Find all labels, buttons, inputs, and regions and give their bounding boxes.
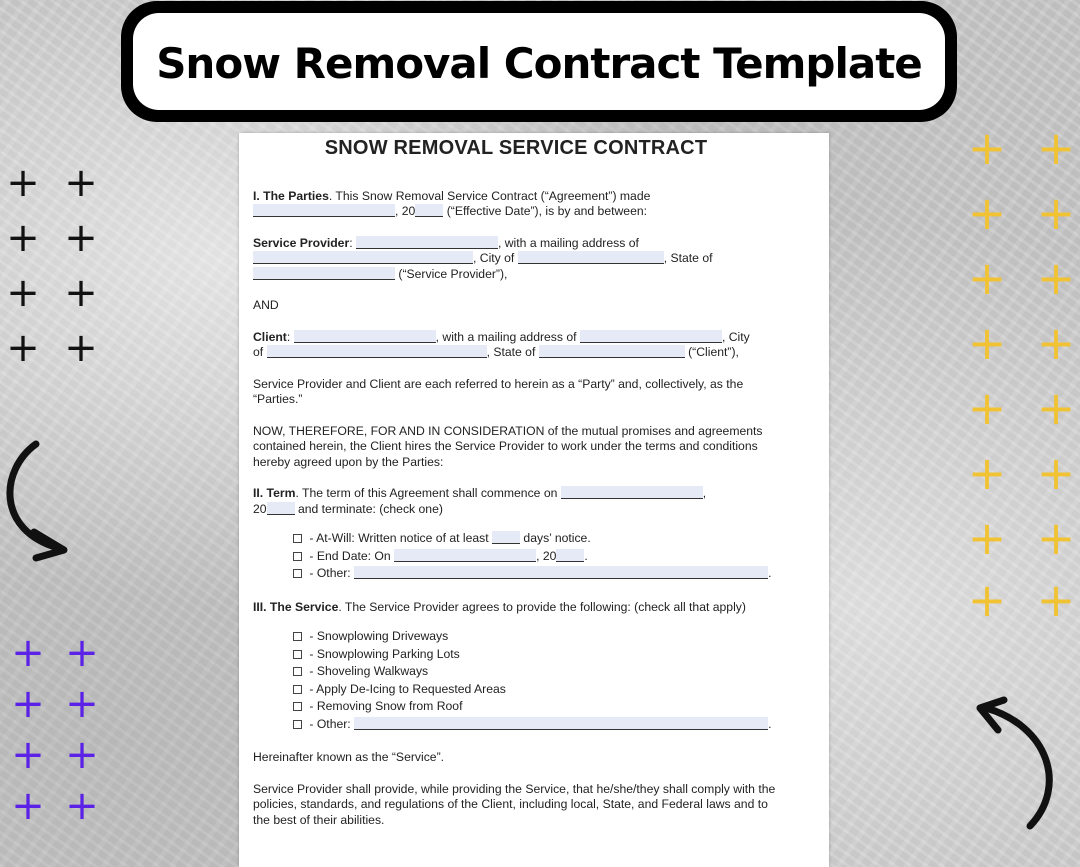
parties-heading: I. The Parties bbox=[253, 188, 329, 203]
client-text: : bbox=[286, 329, 291, 344]
hereinafter-text: Hereinafter known as the “Service”. bbox=[253, 750, 445, 764]
plus-icon: + bbox=[65, 783, 99, 829]
end-year-field[interactable] bbox=[556, 549, 584, 562]
plus-icon: + bbox=[1036, 381, 1076, 435]
term-text: 20 bbox=[253, 501, 267, 516]
contract-document bbox=[239, 133, 829, 867]
service-checkbox[interactable] bbox=[293, 650, 302, 659]
option-label: , 20 bbox=[536, 548, 557, 563]
list-item bbox=[293, 531, 779, 549]
compliance-clause: Service Provider shall provide, while providing the Service, that he/she/they shall comply with the policies, standards, and regulations of the Client, including local, State, and Federal laws and to the best of their abilities. bbox=[253, 781, 776, 827]
plus-icon: + bbox=[967, 251, 1007, 305]
plus-icon: + bbox=[64, 270, 98, 316]
plus-icon: + bbox=[65, 630, 99, 676]
provider-section bbox=[253, 236, 779, 283]
plus-icon: + bbox=[64, 160, 98, 206]
provider-name-field[interactable] bbox=[356, 236, 498, 249]
parties-text: (“Effective Date”), is by and between: bbox=[443, 204, 648, 218]
whereas-clause: NOW, THEREFORE, FOR AND IN CONSIDERATION of the mutual promises and agreements contained herein, the Client hires the Service Provider to work under the terms and conditions hereby agreed upon by the Parties: bbox=[253, 423, 763, 469]
term-start-date-field[interactable] bbox=[561, 486, 703, 499]
option-label: - Other: bbox=[306, 716, 351, 731]
provider-text: , State of bbox=[663, 251, 713, 265]
option-label: - Removing Snow from Roof bbox=[306, 699, 463, 713]
plus-icon: + bbox=[1036, 121, 1076, 175]
client-text: , State of bbox=[486, 345, 536, 359]
term-start-year-field[interactable] bbox=[267, 502, 295, 515]
page-title: Snow Removal Contract Template bbox=[156, 39, 922, 88]
plus-icon: + bbox=[967, 446, 1007, 500]
option-label: - Snowplowing Driveways bbox=[306, 629, 449, 643]
option-label: - Snowplowing Parking Lots bbox=[306, 646, 460, 661]
plus-icon: + bbox=[6, 325, 40, 371]
parties-text: , 20 bbox=[395, 204, 416, 218]
list-item bbox=[293, 629, 779, 647]
service-section bbox=[253, 600, 779, 616]
plus-icon: + bbox=[11, 783, 45, 829]
option-label: . bbox=[584, 548, 588, 563]
plus-icon: + bbox=[967, 573, 1007, 627]
party-definition: Service Provider and Client are each referred to herein as a “Party” and, collectively, as the “Parties.” bbox=[253, 376, 744, 406]
plus-icon: + bbox=[65, 681, 99, 727]
plus-icon: + bbox=[1036, 186, 1076, 240]
list-item bbox=[293, 566, 779, 584]
provider-label: Service Provider bbox=[253, 235, 350, 250]
plus-icon: + bbox=[967, 381, 1007, 435]
provider-city-field[interactable] bbox=[518, 251, 664, 264]
plus-icon: + bbox=[6, 160, 40, 206]
provider-address-field[interactable] bbox=[253, 251, 473, 264]
service-text: . The Service Provider agrees to provide the following: (check all that apply) bbox=[338, 599, 746, 614]
plus-icon: + bbox=[1036, 251, 1076, 305]
client-text: (“Client”), bbox=[684, 345, 739, 359]
agreement-date-field[interactable] bbox=[253, 204, 395, 217]
plus-icon: + bbox=[967, 316, 1007, 370]
end-date-checkbox[interactable] bbox=[293, 552, 302, 561]
plus-icon: + bbox=[967, 121, 1007, 175]
list-item bbox=[293, 717, 779, 735]
list-item bbox=[293, 699, 779, 717]
option-label: - Other: bbox=[306, 566, 351, 580]
list-item bbox=[293, 664, 779, 682]
provider-text: : bbox=[349, 235, 353, 250]
service-checkbox[interactable] bbox=[293, 702, 302, 711]
plus-icon: + bbox=[6, 215, 40, 261]
term-text: , bbox=[702, 486, 707, 500]
term-section bbox=[253, 486, 779, 517]
provider-text: , with a mailing address of bbox=[497, 235, 639, 250]
plus-icon: + bbox=[967, 186, 1007, 240]
plus-icon: + bbox=[967, 511, 1007, 565]
title-banner bbox=[121, 1, 957, 122]
parties-text: . This Snow Removal Service Contract (“Agreement”) made bbox=[328, 188, 651, 203]
plus-icon: + bbox=[6, 270, 40, 316]
curved-arrow-icon bbox=[0, 440, 80, 570]
end-date-field[interactable] bbox=[394, 549, 536, 562]
option-label: - At-Will: Written notice of at least bbox=[306, 531, 489, 545]
client-text: , with a mailing address of bbox=[435, 329, 577, 344]
notice-days-field[interactable] bbox=[492, 531, 520, 544]
plus-icon: + bbox=[64, 215, 98, 261]
option-label: - Shoveling Walkways bbox=[306, 664, 429, 678]
service-checkbox[interactable] bbox=[293, 685, 302, 694]
agreement-year-field[interactable] bbox=[415, 204, 443, 217]
client-state-field[interactable] bbox=[539, 345, 685, 358]
curved-arrow-icon bbox=[968, 696, 1068, 836]
service-checkbox[interactable] bbox=[293, 667, 302, 676]
client-text: of bbox=[253, 345, 264, 359]
term-other-field[interactable] bbox=[354, 566, 768, 579]
plus-icon: + bbox=[1036, 316, 1076, 370]
term-text: . The term of this Agreement shall commence on bbox=[295, 486, 558, 500]
plus-icon: + bbox=[11, 732, 45, 778]
client-text: , City bbox=[721, 329, 750, 344]
option-label: . bbox=[768, 566, 772, 580]
provider-text: (“Service Provider”), bbox=[395, 266, 508, 281]
list-item bbox=[293, 682, 779, 700]
plus-icon: + bbox=[1036, 573, 1076, 627]
service-heading: III. The Service bbox=[253, 599, 339, 614]
option-label: - End Date: On bbox=[306, 548, 391, 563]
plus-icon: + bbox=[1036, 446, 1076, 500]
plus-icon: + bbox=[1036, 511, 1076, 565]
client-name-field[interactable] bbox=[294, 330, 436, 343]
service-checkbox[interactable] bbox=[293, 632, 302, 641]
document-title: SNOW REMOVAL SERVICE CONTRACT bbox=[324, 137, 708, 159]
term-text: and terminate: (check one) bbox=[294, 501, 443, 516]
at-will-checkbox[interactable] bbox=[293, 534, 302, 543]
plus-icon: + bbox=[65, 732, 99, 778]
term-heading: II. Term bbox=[253, 486, 296, 500]
list-item bbox=[293, 647, 779, 665]
title-banner-inner bbox=[133, 13, 945, 110]
client-label: Client bbox=[253, 329, 287, 344]
client-address-field[interactable] bbox=[580, 330, 722, 343]
option-label: days’ notice. bbox=[520, 531, 591, 545]
service-options bbox=[293, 629, 779, 734]
service-other-checkbox[interactable] bbox=[293, 720, 302, 729]
provider-state-field[interactable] bbox=[253, 267, 395, 280]
option-label: . bbox=[768, 716, 772, 731]
term-options bbox=[293, 531, 779, 584]
client-section bbox=[253, 330, 779, 361]
plus-icon: + bbox=[11, 630, 45, 676]
term-other-checkbox[interactable] bbox=[293, 569, 302, 578]
plus-icon: + bbox=[11, 681, 45, 727]
parties-section bbox=[253, 189, 779, 220]
client-city-field[interactable] bbox=[267, 345, 487, 358]
plus-icon: + bbox=[64, 325, 98, 371]
option-label: - Apply De-Icing to Requested Areas bbox=[306, 681, 506, 696]
provider-text: , City of bbox=[473, 251, 515, 265]
service-other-field[interactable] bbox=[354, 717, 768, 730]
and-text: AND bbox=[253, 298, 279, 312]
list-item bbox=[293, 549, 779, 567]
